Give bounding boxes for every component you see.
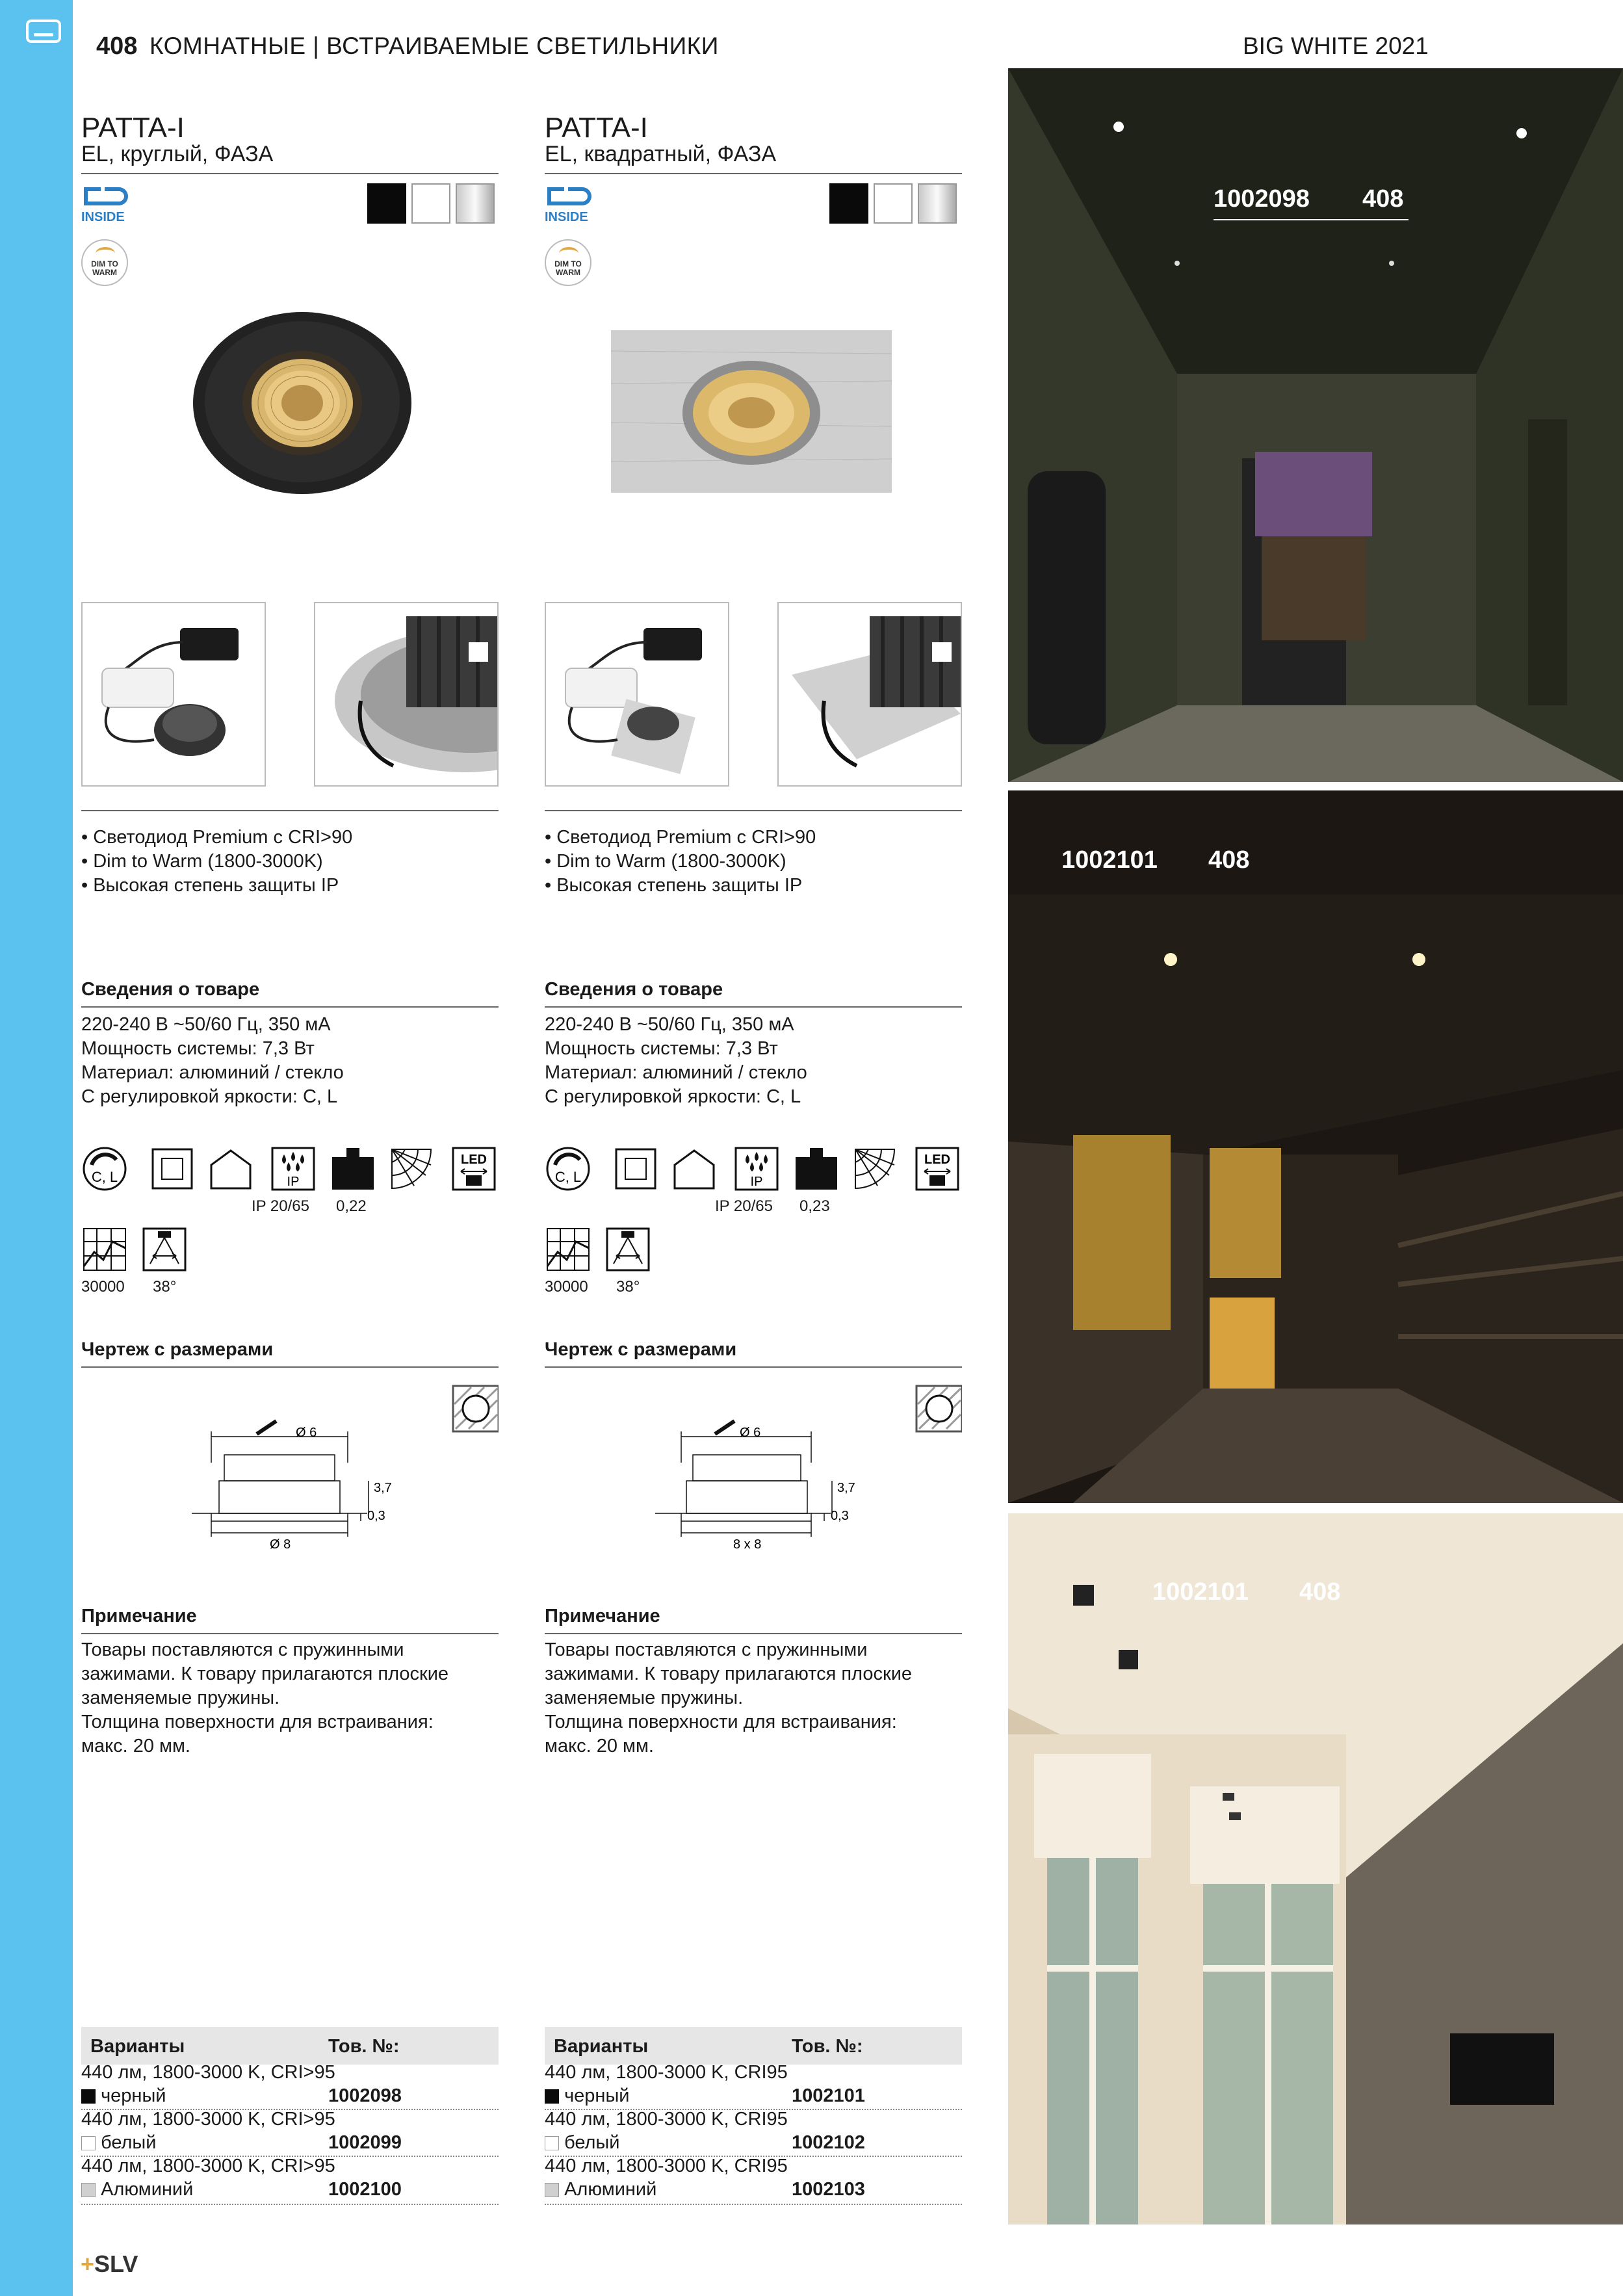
note-line: макс. 20 мм.: [545, 1736, 654, 1756]
variant-desc: 440 лм, 1800-3000 K, CRI>95: [81, 2062, 335, 2083]
beam-diagram-icon: [388, 1145, 435, 1192]
svg-text:3,7: 3,7: [374, 1481, 392, 1495]
dim-to-warm-icon: DIM TO WARM: [545, 239, 591, 286]
info-line: Материал: алюминий / стекло: [81, 1062, 344, 1083]
variant-desc: 440 лм, 1800-3000 K, CRI>95: [81, 2156, 335, 2176]
svg-text:Ø 6: Ø 6: [296, 1426, 317, 1440]
variant-desc: 440 лм, 1800-3000 K, CRI95: [545, 2109, 788, 2130]
divider: [545, 1633, 962, 1634]
beam-angle-icon: [604, 1226, 651, 1273]
class-ii-icon: [612, 1145, 659, 1192]
photo-code: 1002101: [1061, 846, 1158, 874]
product-name: PATTA-I: [81, 112, 185, 144]
svg-text:INSIDE: INSIDE: [545, 210, 588, 224]
dotted-divider: [545, 2204, 962, 2205]
variant-desc: 440 лм, 1800-3000 K, CRI95: [545, 2156, 788, 2176]
dimension-drawing: [545, 1385, 962, 1567]
section-title: КОМНАТНЫЕ | ВСТРАИВАЕМЫЕ СВЕТИЛЬНИКИ: [149, 33, 719, 59]
svg-text:3,7: 3,7: [837, 1481, 855, 1495]
photo-corridor-dark: [1008, 68, 1623, 782]
color-swatches: [829, 183, 959, 224]
variant-code: 1002099: [328, 2132, 402, 2153]
svg-text:C, L: C, L: [91, 1169, 118, 1185]
weight-value: 0,22: [336, 1197, 367, 1215]
variant-color: черный: [564, 2085, 630, 2106]
variant-row[interactable]: [545, 2179, 962, 2200]
note-line: макс. 20 мм.: [81, 1736, 190, 1756]
code-label: Тов. №:: [328, 2036, 400, 2057]
ip-value: IP 20/65: [252, 1197, 309, 1215]
variant-code: 1002100: [328, 2179, 402, 2200]
beam-angle-icon: [141, 1226, 188, 1273]
info-line: С регулировкой яркости: C, L: [81, 1086, 338, 1107]
info-line: Мощность системы: 7,3 Вт: [545, 1038, 778, 1059]
lifetime-value: 30000: [81, 1278, 125, 1296]
product-thumb-side: [314, 602, 499, 787]
svg-text:8 x 8: 8 x 8: [733, 1537, 762, 1552]
product-thumb-kit: [81, 602, 266, 787]
note-line: Толщина поверхности для встраивания:: [545, 1712, 897, 1732]
ip-value: IP 20/65: [715, 1197, 773, 1215]
note-block: [545, 1638, 912, 1758]
divider: [545, 810, 962, 811]
note-title: Примечание: [545, 1606, 660, 1626]
info-line: 220-240 В ~50/60 Гц, 350 мА: [545, 1014, 794, 1035]
photo-bright-room: [1008, 1513, 1623, 2224]
divider: [545, 173, 962, 174]
svg-text:C, L: C, L: [554, 1169, 582, 1185]
feature-item: • Светодиод Premium с CRI>90: [545, 827, 816, 848]
product-subtitle: EL, квадратный, ФАЗА: [545, 142, 777, 166]
divider: [545, 1006, 962, 1008]
variant-row[interactable]: [81, 2132, 499, 2154]
photo-code: 1002101: [1152, 1578, 1249, 1606]
note-line: Товары поставляются с пружинными: [81, 1639, 404, 1660]
swatch-black[interactable]: [367, 183, 406, 224]
photo-page: 408: [1299, 1578, 1341, 1606]
brand-logo: +SLV: [81, 2250, 138, 2277]
variants-label: Варианты: [90, 2036, 185, 2057]
weight-icon: [330, 1145, 376, 1192]
swatch-black[interactable]: [829, 183, 868, 224]
variant-swatch: [81, 2183, 96, 2197]
variant-row[interactable]: [81, 2179, 499, 2200]
product-thumb-kit: [545, 602, 729, 787]
variants-header: [545, 2027, 962, 2065]
divider: [81, 1633, 499, 1634]
info-block: [545, 1013, 807, 1109]
dimension-drawing: [81, 1385, 499, 1567]
note-block: [81, 1638, 448, 1758]
feature-item: • Dim to Warm (1800-3000K): [545, 851, 786, 872]
note-line: заменяемые пружины.: [545, 1688, 744, 1708]
product-image-round: [192, 306, 413, 501]
info-block: [81, 1013, 344, 1109]
variant-swatch: [81, 2136, 96, 2150]
svg-text:LED: LED: [924, 1153, 950, 1167]
divider: [81, 1006, 499, 1008]
dotted-divider: [81, 2204, 499, 2205]
feature-list: [545, 826, 816, 898]
led-inside-icon: [545, 185, 593, 224]
photo-locker-room: [1008, 790, 1623, 1503]
divider: [81, 1366, 499, 1368]
info-title: Сведения о товаре: [81, 979, 260, 1000]
divider: [81, 173, 499, 174]
led-inside-icon: [81, 185, 129, 224]
divider: [545, 1366, 962, 1368]
beam-diagram-icon: [851, 1145, 898, 1192]
product-image-square: [608, 325, 894, 501]
dim-to-warm-icon: DIM TO WARM: [81, 239, 128, 286]
variants-header: [81, 2027, 499, 2065]
led-icon: [914, 1145, 961, 1192]
svg-text:Ø 6: Ø 6: [740, 1426, 761, 1440]
product-subtitle: EL, круглый, ФАЗА: [81, 142, 274, 166]
indoor-use-icon: [207, 1145, 254, 1192]
beam-angle-value: 38°: [616, 1278, 640, 1296]
variant-code: 1002101: [792, 2085, 865, 2106]
note-line: зажимами. К товару прилагаются плоские: [81, 1663, 449, 1684]
dimming-icon: [81, 1145, 128, 1192]
class-ii-icon: [149, 1145, 196, 1192]
variant-swatch: [545, 2089, 559, 2104]
ip-rating-icon: [270, 1145, 317, 1192]
variant-desc: 440 лм, 1800-3000 K, CRI95: [545, 2062, 788, 2083]
svg-text:IP: IP: [750, 1175, 763, 1189]
info-line: Мощность системы: 7,3 Вт: [81, 1038, 315, 1059]
variant-color: Алюминий: [564, 2179, 657, 2200]
swatch-white[interactable]: [411, 183, 450, 224]
info-line: Материал: алюминий / стекло: [545, 1062, 807, 1083]
weight-icon: [793, 1145, 840, 1192]
variant-desc: 440 лм, 1800-3000 K, CRI>95: [81, 2109, 335, 2130]
svg-text:0,3: 0,3: [831, 1509, 849, 1523]
color-swatches: [367, 183, 497, 224]
variant-color: белый: [564, 2132, 620, 2153]
variant-color: белый: [101, 2132, 157, 2153]
lifetime-icon: [545, 1226, 591, 1273]
info-line: 220-240 В ~50/60 Гц, 350 мА: [81, 1014, 331, 1035]
swatch-aluminium[interactable]: [918, 183, 957, 224]
svg-text:0,3: 0,3: [367, 1509, 385, 1523]
note-title: Примечание: [81, 1606, 197, 1626]
variant-row[interactable]: [545, 2132, 962, 2154]
side-band: [0, 0, 73, 2296]
weight-value: 0,23: [799, 1197, 830, 1215]
led-icon: [450, 1145, 497, 1192]
variant-swatch: [545, 2183, 559, 2197]
variant-code: 1002098: [328, 2085, 402, 2106]
photo-label-rule: [1214, 219, 1409, 220]
svg-text:LED: LED: [461, 1153, 487, 1167]
variant-color: черный: [101, 2085, 166, 2106]
product-thumb-side: [777, 602, 962, 787]
variants-label: Варианты: [554, 2036, 649, 2057]
svg-text:INSIDE: INSIDE: [81, 210, 125, 224]
beam-angle-value: 38°: [153, 1278, 177, 1296]
variant-row[interactable]: [545, 2085, 962, 2107]
recessed-light-category-icon: [26, 20, 61, 43]
drawing-title: Чертеж с размерами: [81, 1339, 274, 1360]
info-line: С регулировкой яркости: C, L: [545, 1086, 801, 1107]
dimming-icon: [545, 1145, 591, 1192]
note-line: заменяемые пружины.: [81, 1688, 280, 1708]
feature-item: • Светодиод Premium с CRI>90: [81, 827, 353, 848]
variant-swatch: [81, 2089, 96, 2104]
lifetime-value: 30000: [545, 1278, 588, 1296]
ip-rating-icon: [733, 1145, 780, 1192]
photo-code: 1002098: [1214, 185, 1310, 213]
variant-row[interactable]: [81, 2085, 499, 2107]
svg-text:IP: IP: [287, 1175, 300, 1189]
variant-code: 1002102: [792, 2132, 865, 2153]
variant-swatch: [545, 2136, 559, 2150]
indoor-use-icon: [671, 1145, 718, 1192]
product-name: PATTA-I: [545, 112, 648, 144]
photo-page: 408: [1208, 846, 1250, 874]
code-label: Тов. №:: [792, 2036, 863, 2057]
swatch-aluminium[interactable]: [456, 183, 495, 224]
catalog-title: BIG WHITE 2021: [1243, 33, 1429, 59]
feature-item: • Высокая степень защиты IP: [81, 875, 339, 896]
divider: [81, 810, 499, 811]
lifetime-icon: [81, 1226, 128, 1273]
note-line: Толщина поверхности для встраивания:: [81, 1712, 434, 1732]
svg-text:Ø 8: Ø 8: [270, 1537, 291, 1552]
feature-list: [81, 826, 352, 898]
photo-page: 408: [1362, 185, 1404, 213]
swatch-white[interactable]: [874, 183, 913, 224]
feature-item: • Высокая степень защиты IP: [545, 875, 803, 896]
info-title: Сведения о товаре: [545, 979, 723, 1000]
page-number: 408: [96, 33, 138, 60]
variant-code: 1002103: [792, 2179, 865, 2200]
note-line: зажимами. К товару прилагаются плоские: [545, 1663, 913, 1684]
feature-item: • Dim to Warm (1800-3000K): [81, 851, 323, 872]
variant-color: Алюминий: [101, 2179, 194, 2200]
drawing-title: Чертеж с размерами: [545, 1339, 737, 1360]
note-line: Товары поставляются с пружинными: [545, 1639, 868, 1660]
